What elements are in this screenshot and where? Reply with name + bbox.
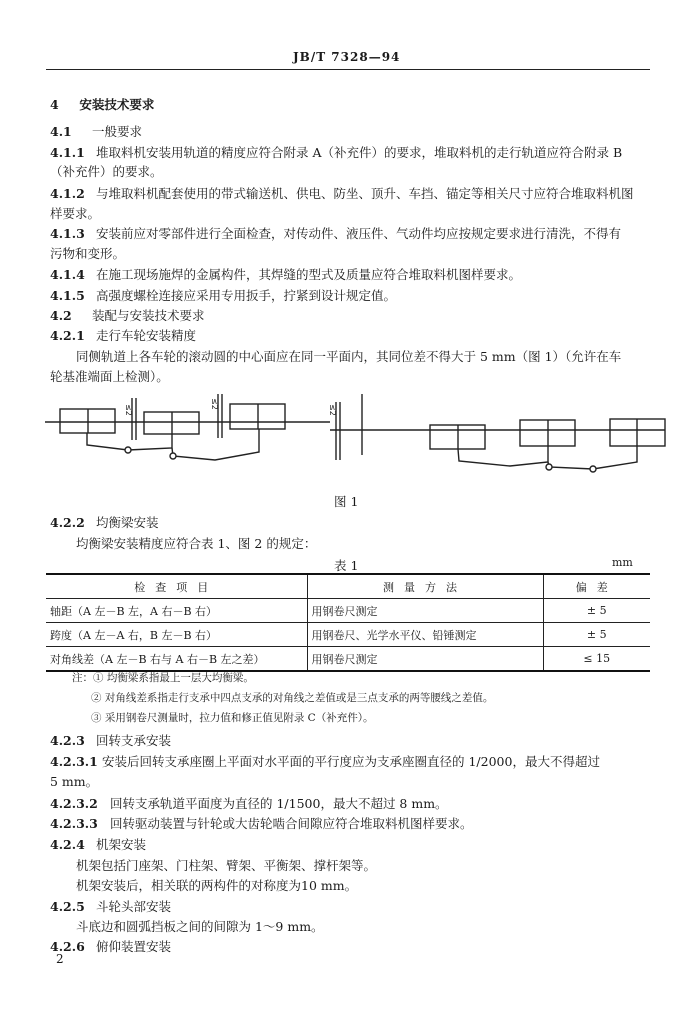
p-4-2-3: 4.2.3 回转支承安装 (50, 733, 172, 748)
figure-1-caption: 图 1 (334, 494, 359, 509)
p-4-2-3-2: 4.2.3.2 回转支承轨道平面度为直径的 1/1500，最大不超过 8 mm。 (50, 796, 448, 811)
table-note-2: ② 对角线差系指走行支承中四点支承的对角线之差值或是三点支承的两等腰线之差值。 (91, 692, 494, 704)
cell-item: 对角线差（A 左－B 右与 A 右－B 左之差） (46, 647, 307, 672)
p-4-1-3: 4.1.3 安装前应对零部件进行全面检查，对传动件、液压件、气动件均应按规定要求进行清洗，不得有 (50, 226, 622, 241)
table-note-1: 注：① 均衡梁系指最上一层大均衡梁。 (72, 672, 254, 684)
p-4-2-2: 4.2.2 均衡梁安装 (50, 515, 159, 530)
p-4-2-3-1: 4.2.3.1 安装后回转支承座圈上平面对水平面的平行度应为支承座圈直径的 1/2000，最大不得超过 (50, 754, 600, 769)
header-method: 测量方法 (307, 574, 543, 599)
p-4-2-1: 4.2.1 走行车轮安装精度 (50, 328, 197, 343)
tolerance-mark-3: ≤2 (328, 404, 337, 416)
p-4-2-1-body: 同侧轨道上各车轮的滚动圆的中心面应在同一平面内，其同位差不得大于 5 mm（图 1）（允许在车 (76, 349, 622, 364)
cell-method: 用钢卷尺、光学水平仪、铅锤测定 (307, 623, 543, 647)
header-check-item: 检查项目 (46, 574, 307, 599)
table-note-3: ③ 采用钢卷尺测量时，拉力值和修正值见附录 C（补充件）。 (91, 712, 374, 724)
header-deviation: 偏差 (543, 574, 650, 599)
table-row (46, 623, 650, 647)
cell-method: 用钢卷尺测定 (307, 647, 543, 672)
figure-1-wheel-diagram (40, 390, 670, 485)
table-1-title: 表 1 (334, 558, 359, 573)
cell-deviation: ± 5 (543, 599, 650, 623)
p-4-1-1-cont: （补充件）的要求。 (50, 164, 163, 179)
p-4-2-4: 4.2.4 机架安装 (50, 837, 147, 852)
p-4-2-5: 4.2.5 斗轮头部安装 (50, 899, 172, 914)
table-1-unit: mm (612, 556, 633, 569)
p-4-1-5: 4.1.5 高强度螺栓连接应采用专用扳手，拧紧到设计规定值。 (50, 288, 397, 303)
p-4-1-3-cont: 污物和变形。 (50, 246, 126, 261)
section-heading (50, 95, 154, 115)
p-4-2-3-3: 4.2.3.3 回转驱动装置与针轮或大齿轮啮合间隙应符合堆取料机图样要求。 (50, 816, 473, 831)
tolerance-mark-1: ≤2 (124, 404, 133, 416)
p-4-1-2: 4.1.2 与堆取料机配套使用的带式输送机、供电、防坐、顶升、车挡、锚定等相关尺寸应符合堆取料机图 (50, 186, 634, 201)
standard-code: JB/T 7328—94 (293, 50, 401, 64)
table-row (46, 599, 650, 623)
p-4-1-1: 4.1.1 堆取料机安装用轨道的精度应符合附录 A（补充件）的要求，堆取料机的走行轨道应符合附录 B (50, 145, 623, 160)
section-number: 4 (50, 97, 59, 112)
table-1 (46, 573, 650, 672)
cell-method: 用钢卷尺测定 (307, 599, 543, 623)
p-4-2: 4.2 装配与安装技术要求 (50, 308, 205, 323)
p-4-1: 4.1 一般要求 (50, 124, 143, 139)
p-4-2-1-body-cont: 轮基准端面上检测）。 (50, 369, 169, 384)
p-4-2-4-body-2: 机架安装后，相关联的两构件的对称度为10 mm。 (76, 878, 358, 893)
cell-item: 跨度（A 左－A 右，B 左－B 右） (46, 623, 307, 647)
p-4-2-2-body: 均衡梁安装精度应符合表 1、图 2 的规定： (76, 536, 317, 551)
cell-deviation: ≤ 15 (543, 647, 650, 672)
tolerance-mark-2: ≤2 (210, 398, 219, 410)
header-rule (46, 69, 650, 70)
table-header-row (46, 574, 650, 599)
p-4-2-3-1-cont: 5 mm。 (50, 774, 99, 789)
page-number: 2 (56, 952, 64, 966)
p-4-1-2-cont: 样要求。 (50, 206, 101, 221)
p-4-2-4-body-1: 机架包括门座架、门柱架、臂架、平衡架、撑杆架等。 (76, 858, 377, 873)
p-4-2-6: 4.2.6 俯仰装置安装 (50, 939, 172, 954)
p-4-2-5-body: 斗底边和圆弧挡板之间的间隙为 1～9 mm。 (76, 919, 324, 934)
p-4-1-4: 4.1.4 在施工现场施焊的金属构件，其焊缝的型式及质量应符合堆取料机图样要求。 (50, 267, 522, 282)
section-title: 安装技术要求 (79, 97, 155, 112)
cell-item: 轴距（A 左－B 左，A 右－B 右） (46, 599, 307, 623)
cell-deviation: ± 5 (543, 623, 650, 647)
